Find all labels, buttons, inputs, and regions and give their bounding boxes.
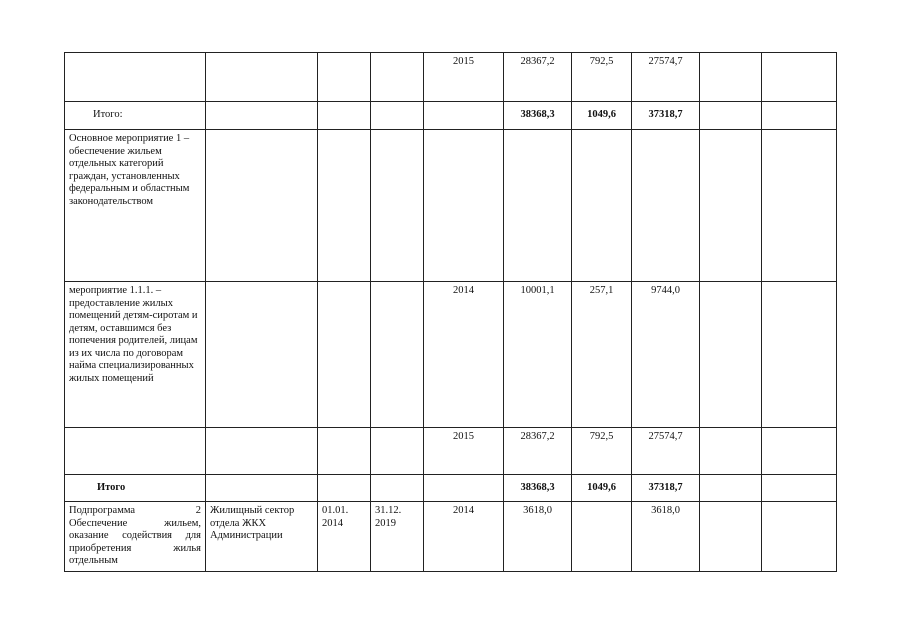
cell-regional: 3618,0 [632, 502, 700, 572]
cell-federal: 257,1 [572, 282, 632, 428]
cell-extra-2 [762, 475, 837, 502]
cell-federal: 792,5 [572, 428, 632, 475]
cell-name [65, 428, 206, 475]
table-row [65, 282, 837, 428]
cell-executor: Жилищный сектор отдела ЖКХ Администрации [206, 502, 318, 572]
cell-total: 10001,1 [504, 282, 572, 428]
cell-total: 38368,3 [504, 102, 572, 130]
cell-name: Итого [65, 475, 206, 502]
cell-start [318, 428, 371, 475]
cell-regional: 37318,7 [632, 475, 700, 502]
cell-regional: 9744,0 [632, 282, 700, 428]
cell-executor [206, 130, 318, 282]
cell-executor [206, 53, 318, 102]
cell-federal: 1049,6 [572, 475, 632, 502]
cell-extra-1 [700, 475, 762, 502]
cell-end: 31.12. 2019 [371, 502, 424, 572]
cell-regional: 27574,7 [632, 428, 700, 475]
cell-start [318, 475, 371, 502]
cell-extra-2 [762, 282, 837, 428]
cell-regional [632, 130, 700, 282]
table-row [65, 428, 837, 475]
cell-extra-2 [762, 428, 837, 475]
cell-total: 38368,3 [504, 475, 572, 502]
cell-start [318, 282, 371, 428]
cell-year [424, 475, 504, 502]
cell-executor [206, 282, 318, 428]
cell-start [318, 53, 371, 102]
cell-end [371, 130, 424, 282]
cell-year [424, 102, 504, 130]
cell-executor [206, 475, 318, 502]
cell-federal [572, 502, 632, 572]
table-row [65, 53, 837, 102]
cell-name: Итого: [65, 102, 206, 130]
cell-extra-1 [700, 130, 762, 282]
cell-extra-1 [700, 102, 762, 130]
cell-name: Подпрограмма 2 Обеспечение жильем, оказание содействия для приобретения жилья отдельным [65, 502, 206, 572]
cell-total: 3618,0 [504, 502, 572, 572]
cell-extra-1 [700, 282, 762, 428]
cell-name [65, 53, 206, 102]
table-row [65, 475, 837, 502]
cell-end [371, 282, 424, 428]
cell-total: 28367,2 [504, 53, 572, 102]
cell-start [318, 102, 371, 130]
cell-extra-2 [762, 53, 837, 102]
cell-name: мероприятие 1.1.1. – предоставление жилых помещений детям-сиротам и детям, оставшимся без попечения родителей, лицам из их числа по договорам найма специализированных жилых помещений [65, 282, 206, 428]
cell-year: 2015 [424, 53, 504, 102]
cell-total [504, 130, 572, 282]
cell-federal [572, 130, 632, 282]
cell-end [371, 475, 424, 502]
cell-end [371, 53, 424, 102]
cell-federal: 1049,6 [572, 102, 632, 130]
cell-name: Основное мероприятие 1 – обеспечение жильем отдельных категорий граждан, установленных федеральным и областным законодательством [65, 130, 206, 282]
cell-extra-1 [700, 502, 762, 572]
cell-start: 01.01. 2014 [318, 502, 371, 572]
cell-year [424, 130, 504, 282]
cell-start [318, 130, 371, 282]
cell-year: 2014 [424, 502, 504, 572]
cell-year: 2015 [424, 428, 504, 475]
cell-extra-2 [762, 130, 837, 282]
cell-extra-2 [762, 102, 837, 130]
cell-federal: 792,5 [572, 53, 632, 102]
cell-extra-1 [700, 53, 762, 102]
cell-executor [206, 102, 318, 130]
cell-year: 2014 [424, 282, 504, 428]
cell-executor [206, 428, 318, 475]
table-row [65, 502, 837, 572]
cell-total: 28367,2 [504, 428, 572, 475]
cell-end [371, 428, 424, 475]
program-funding-table [64, 52, 837, 572]
table-row [65, 102, 837, 130]
cell-extra-1 [700, 428, 762, 475]
cell-end [371, 102, 424, 130]
cell-extra-2 [762, 502, 837, 572]
table-row [65, 130, 837, 282]
cell-regional: 27574,7 [632, 53, 700, 102]
cell-regional: 37318,7 [632, 102, 700, 130]
